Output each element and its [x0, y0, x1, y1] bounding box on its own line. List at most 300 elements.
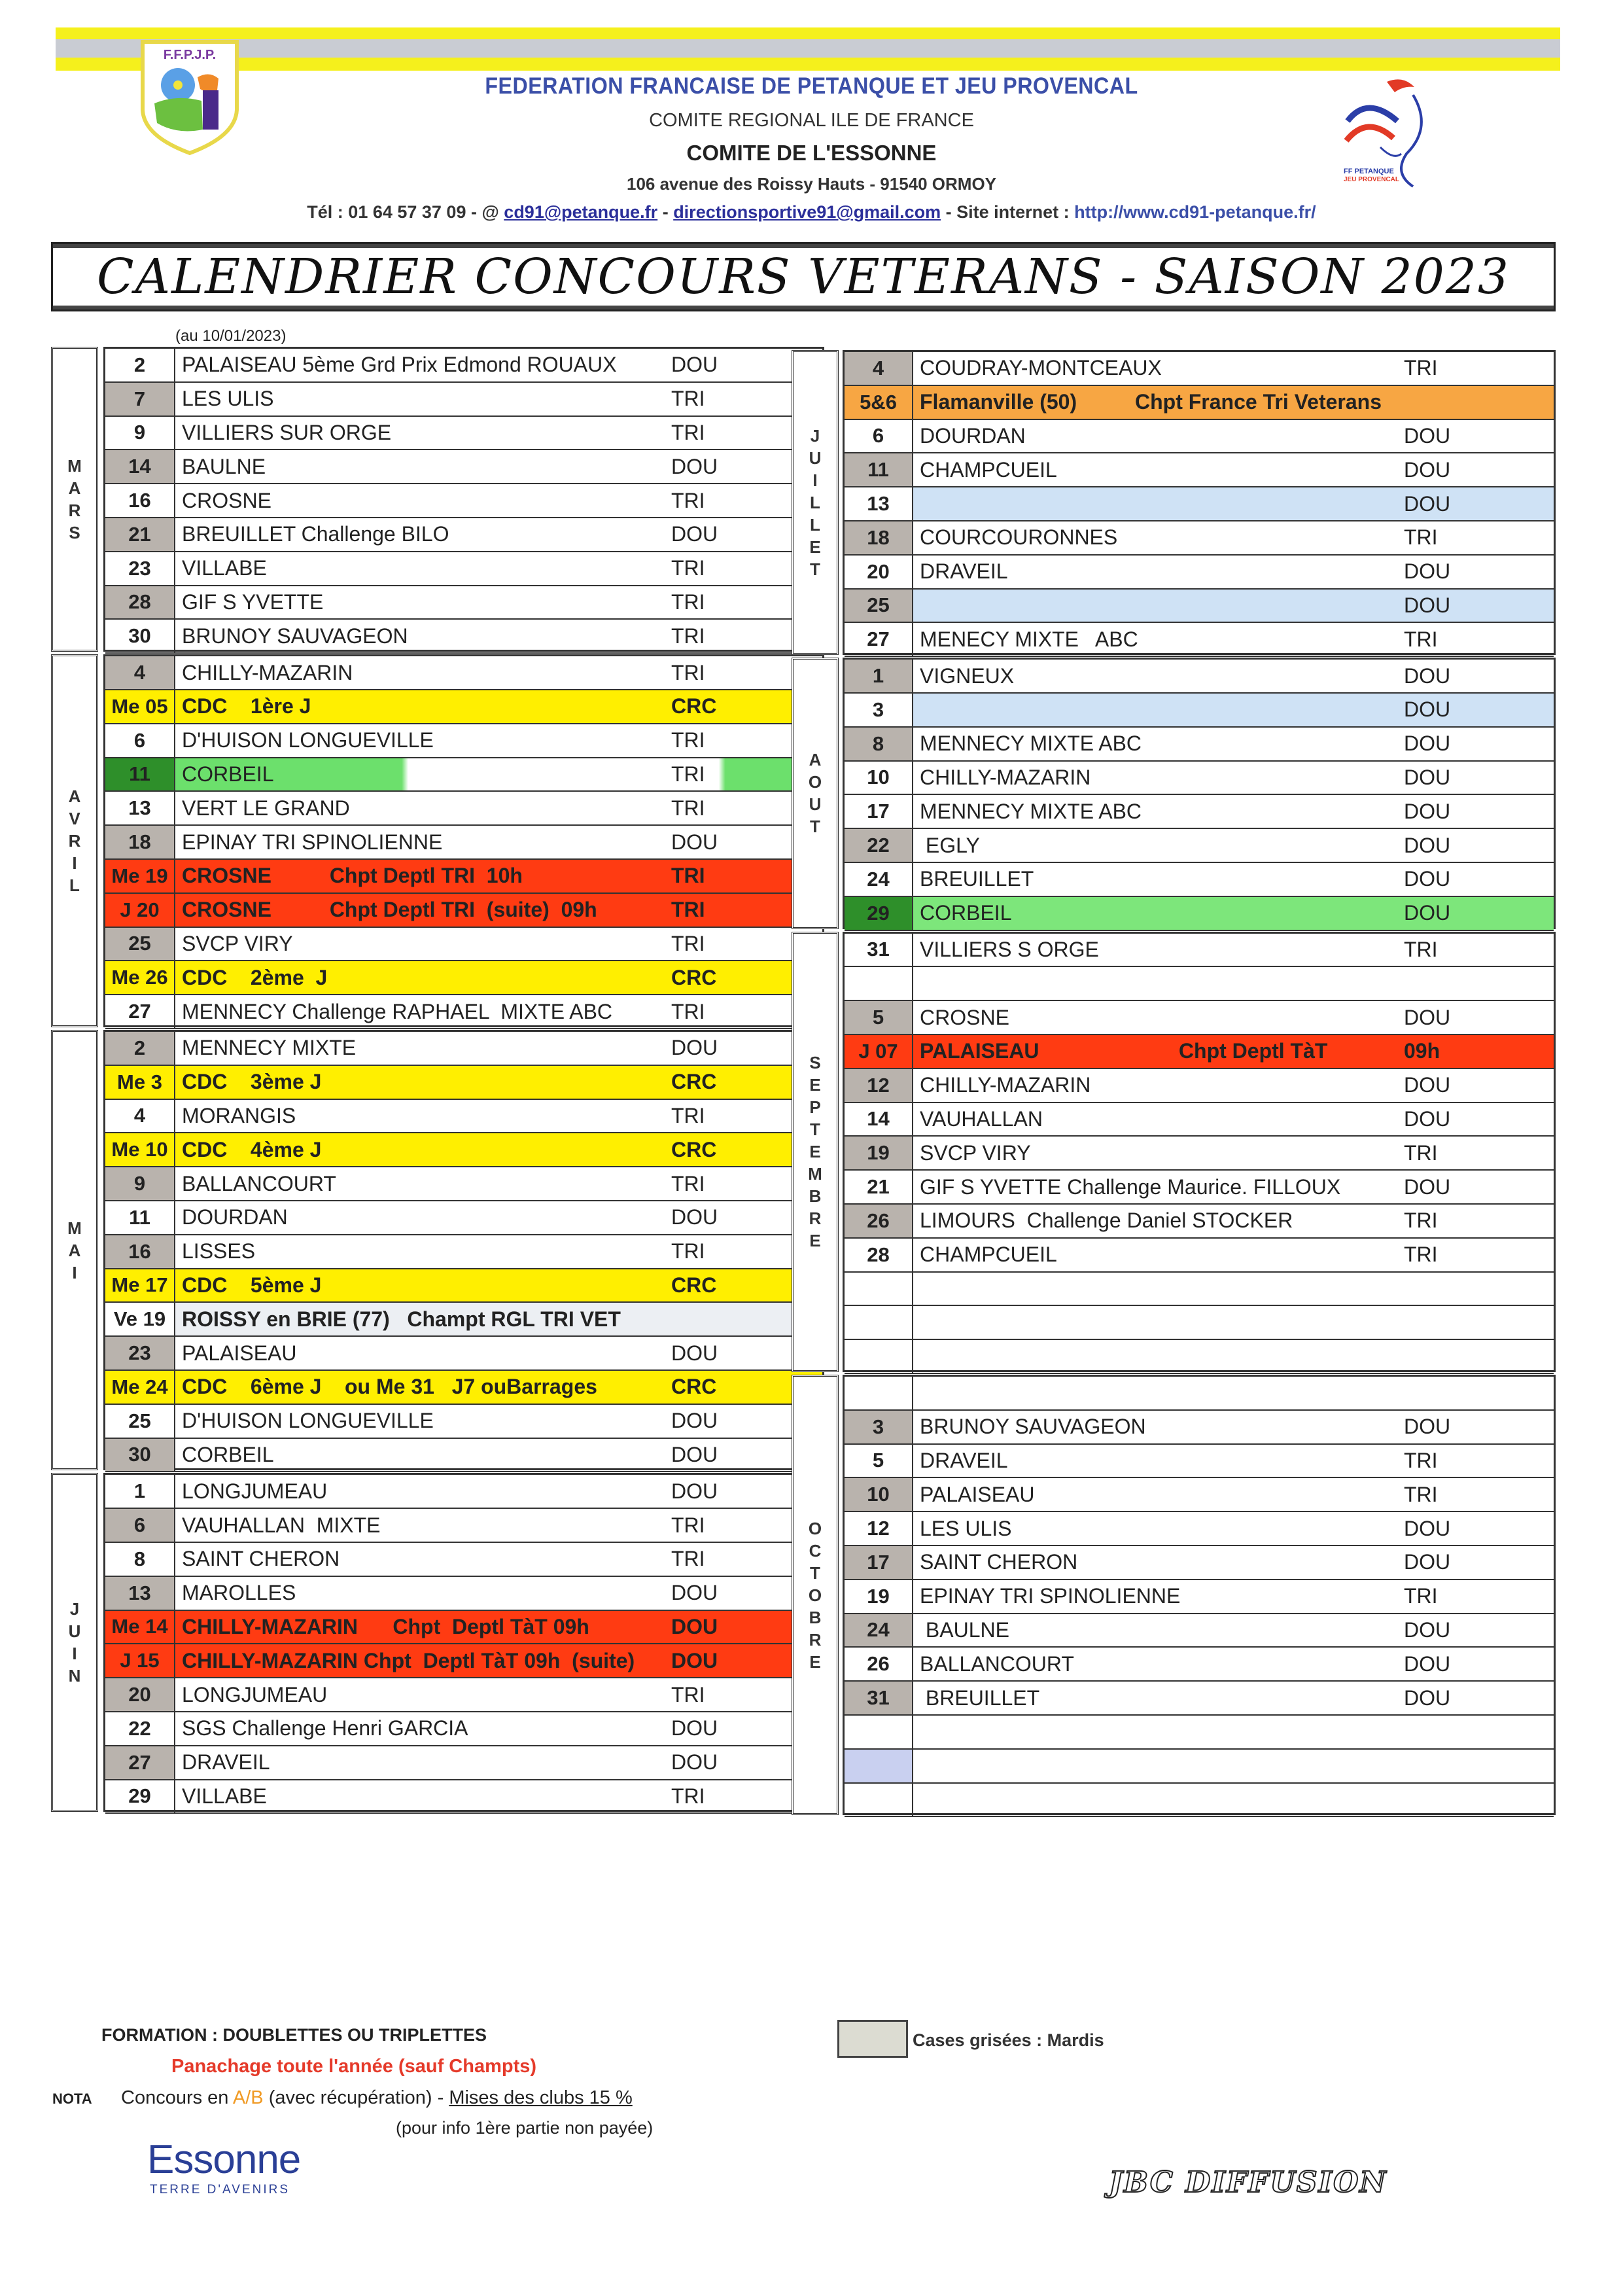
month-letter: A [809, 750, 822, 770]
event-day: 4 [845, 352, 913, 385]
event-name: PALAISEAU 5ème Grd Prix Edmond ROUAUX [182, 353, 617, 377]
essonne-wordmark: Essonne [147, 2137, 301, 2182]
event-name: CROSNE Chpt Deptl TRI 10h [182, 864, 523, 888]
month-rows [843, 1375, 1556, 1815]
event-day: Me 24 [105, 1371, 175, 1404]
event-format: DOU [1404, 457, 1451, 482]
month-label [792, 932, 839, 1372]
event-format: TRI [671, 624, 705, 648]
month-label [792, 350, 839, 655]
event-format: DOU [1404, 1174, 1451, 1199]
event-format: DOU [1404, 1073, 1451, 1097]
month-letter: T [810, 817, 820, 837]
event-name: CDC 1ère J [182, 694, 311, 718]
event-format: CRC [671, 1375, 717, 1399]
committee-address: 106 avenue des Roissy Hauts - 91540 ORMOY [626, 174, 997, 194]
event-format: TRI [671, 796, 705, 820]
month-letter: U [809, 794, 822, 815]
event-format: DOU [1404, 1005, 1451, 1029]
event-day: 30 [105, 1439, 175, 1472]
month-letter: T [810, 559, 820, 580]
event-name: CDC 6ème J ou Me 31 J7 ouBarrages [182, 1375, 597, 1399]
email-link-cd91[interactable]: cd91@petanque.fr [504, 202, 658, 222]
event-day [845, 1340, 913, 1373]
event-day: 9 [105, 1167, 175, 1200]
event-cell [175, 792, 822, 824]
event-cell [913, 1137, 1554, 1169]
month-letter: I [72, 1644, 77, 1664]
event-day: 25 [105, 928, 175, 961]
event-row [845, 1478, 1554, 1512]
event-format: TRI [671, 387, 705, 411]
event-format: CRC [671, 965, 717, 989]
event-name: LONGJUMEAU [182, 1479, 328, 1503]
event-format: TRI [671, 660, 705, 684]
event-day: 20 [845, 556, 913, 588]
event-format: DOU [1404, 663, 1451, 688]
event-cell [913, 1340, 1554, 1373]
event-cell [175, 1475, 822, 1508]
event-name: LISSES [182, 1239, 256, 1263]
event-day: 7 [105, 383, 175, 415]
event-cell [175, 1235, 822, 1268]
event-row [845, 487, 1554, 521]
event-row [105, 383, 822, 417]
event-day: 9 [105, 417, 175, 450]
event-format: DOU [671, 1341, 718, 1365]
event-cell [913, 1103, 1554, 1136]
event-day: 23 [105, 552, 175, 585]
event-row [105, 928, 822, 962]
svg-text:JEU PROVENCAL: JEU PROVENCAL [1344, 176, 1400, 183]
event-name: GIF S YVETTE [182, 590, 324, 614]
concours-prefix: Concours en [121, 2087, 233, 2108]
event-name: MENNECY MIXTE [182, 1036, 357, 1060]
website-link[interactable]: http://www.cd91-petanque.fr/ [1074, 202, 1316, 222]
event-row [105, 349, 822, 383]
event-day [845, 1377, 913, 1409]
event-row [105, 724, 822, 758]
event-row [105, 586, 822, 620]
event-format: TRI [671, 1513, 705, 1537]
event-row [845, 934, 1554, 968]
event-cell [175, 656, 822, 689]
event-day: 29 [845, 897, 913, 930]
month-letter: M [67, 1218, 82, 1238]
event-cell [913, 1239, 1554, 1271]
month-letter: E [809, 537, 821, 557]
event-row [845, 829, 1554, 863]
month-letter: B [809, 1607, 822, 1627]
formation-note: FORMATION : DOUBLETTES OU TRIPLETTES [101, 2025, 487, 2045]
event-name: LES ULIS [920, 1516, 1012, 1540]
event-format: TRI [1404, 1448, 1438, 1472]
event-format: DOU [1404, 1550, 1451, 1574]
month-letter: E [809, 1651, 821, 1672]
event-cell [175, 860, 822, 892]
event-cell [913, 1411, 1554, 1443]
event-format: 09h [1404, 1039, 1440, 1063]
event-cell [175, 1611, 822, 1644]
event-name: BRUNOY SAUVAGEON [920, 1415, 1146, 1439]
event-row [845, 1171, 1554, 1205]
event-name: VILLIERS S ORGE [920, 937, 1099, 961]
event-name: CHILLY-MAZARIN [182, 660, 353, 684]
event-day [845, 1750, 913, 1782]
event-cell [913, 829, 1554, 862]
tuesday-legend-swatch [837, 2020, 908, 2058]
event-cell [175, 1032, 822, 1065]
month-letter: U [809, 448, 822, 468]
month-letter: L [69, 875, 80, 896]
event-cell [913, 1069, 1554, 1102]
event-row [105, 656, 822, 690]
event-cell [913, 1377, 1554, 1409]
event-format: TRI [671, 420, 705, 444]
event-cell [913, 1445, 1554, 1477]
month-letter: J [810, 426, 820, 446]
event-format: DOU [671, 1581, 718, 1605]
event-name: BAULNE [182, 454, 266, 478]
event-cell [913, 1546, 1554, 1579]
event-name: BALLANCOURT [920, 1651, 1074, 1676]
event-day: J 15 [105, 1644, 175, 1677]
event-day: 3 [845, 694, 913, 726]
event-day: Me 05 [105, 690, 175, 723]
event-name: COUDRAY-MONTCEAUX [920, 356, 1162, 380]
event-cell [913, 623, 1554, 656]
logo-text: F.F.P.J.P. [163, 48, 217, 62]
essonne-tagline: TERRE D'AVENIRS [150, 2183, 290, 2197]
event-day: 5 [845, 1445, 913, 1477]
event-name: LONGJUMEAU [182, 1682, 328, 1706]
month-label [51, 347, 98, 652]
event-name: DRAVEIL [182, 1750, 270, 1775]
event-day: 14 [105, 450, 175, 483]
event-day: 31 [845, 1682, 913, 1714]
event-format: TRI [671, 1547, 705, 1571]
event-name: EPINAY TRI SPINOLIENNE [920, 1584, 1181, 1608]
event-cell [913, 556, 1554, 588]
event-cell [175, 1066, 822, 1099]
event-format: TRI [671, 728, 705, 752]
event-cell [175, 1269, 822, 1302]
event-format: TRI [1404, 525, 1438, 550]
event-name: BALLANCOURT [182, 1171, 336, 1195]
event-format: DOU [671, 454, 718, 478]
event-cell [175, 1543, 822, 1576]
event-name: CROSNE Chpt Deptl TRI (suite) 09h [182, 898, 597, 922]
event-row [845, 1035, 1554, 1069]
event-name: CROSNE [920, 1005, 1009, 1029]
event-row [105, 1167, 822, 1201]
event-day: 27 [105, 995, 175, 1028]
month-label [51, 654, 98, 1027]
event-name: SGS Challenge Henri GARCIA [182, 1716, 468, 1740]
event-name: MENNECY MIXTE ABC [920, 732, 1142, 756]
essonne-logo [147, 2136, 300, 2197]
event-cell [175, 1405, 822, 1438]
month-label [51, 1473, 98, 1812]
tuesday-legend-text: Cases grisées : Mardis [913, 2030, 1104, 2050]
event-day [845, 1306, 913, 1339]
event-name: VERT LE GRAND [182, 796, 350, 820]
month-letter: I [72, 1262, 77, 1282]
event-day: 10 [845, 1478, 913, 1511]
header-band-yellow-top [56, 27, 1560, 39]
event-day: 18 [845, 521, 913, 554]
event-format: DOU [671, 1479, 718, 1503]
event-name: VILLABE [182, 556, 267, 580]
event-cell [175, 1678, 822, 1711]
month-letter: A [68, 786, 81, 807]
event-day: 22 [845, 829, 913, 862]
concours-note [121, 2087, 633, 2109]
event-row [845, 1546, 1554, 1580]
event-cell [175, 1746, 822, 1779]
event-row [105, 792, 822, 826]
event-name: CHAMPCUEIL [920, 1243, 1057, 1267]
event-cell [175, 1303, 822, 1335]
event-row [845, 694, 1554, 728]
event-row [105, 1371, 822, 1405]
event-name: SVCP VIRY [920, 1140, 1031, 1165]
event-row [845, 762, 1554, 796]
event-cell [175, 1439, 822, 1472]
event-format: DOU [671, 1205, 718, 1229]
nota-label: NOTA [52, 2091, 92, 2107]
jbc-diffusion-mark: JBC DIFFUSION [1109, 2166, 1387, 2199]
event-row [105, 1235, 822, 1269]
event-row [845, 590, 1554, 624]
event-format: TRI [671, 931, 705, 955]
event-cell [913, 863, 1554, 896]
event-row [105, 1066, 822, 1100]
event-day: 1 [105, 1475, 175, 1508]
event-day: 1 [845, 660, 913, 692]
event-row [845, 1648, 1554, 1682]
month-letter: T [810, 1563, 820, 1583]
event-row [105, 894, 822, 928]
event-day: 6 [105, 1509, 175, 1542]
event-format: DOU [1404, 732, 1451, 756]
month-letter: I [812, 470, 818, 491]
month-letter: J [69, 1599, 80, 1619]
month-letter: E [809, 1142, 821, 1162]
event-day: Me 26 [105, 961, 175, 994]
month-letter: M [67, 456, 82, 476]
event-row [105, 1303, 822, 1337]
month-letter: V [69, 809, 80, 829]
event-name: CORBEIL [920, 901, 1012, 925]
event-name: CHAMPCUEIL [920, 457, 1057, 482]
event-cell [913, 897, 1554, 930]
event-name: D'HUISON LONGUEVILLE [182, 1409, 434, 1433]
event-row [105, 826, 822, 860]
event-day: 19 [845, 1137, 913, 1169]
event-cell [175, 518, 822, 551]
event-day: 13 [105, 1577, 175, 1610]
event-row [105, 1746, 822, 1780]
event-format: TRI [671, 488, 705, 512]
event-format: TRI [1404, 1243, 1438, 1267]
event-day: J 20 [105, 894, 175, 927]
event-row [845, 1306, 1554, 1340]
month-letter: I [72, 853, 77, 874]
concours-mid: (avec récupération) - [263, 2087, 449, 2108]
event-format: TRI [1404, 627, 1438, 651]
event-row [845, 897, 1554, 931]
event-name: DOURDAN [920, 423, 1026, 448]
month-letter: R [68, 831, 81, 851]
month-label [792, 658, 839, 928]
event-row [845, 1137, 1554, 1171]
month-letter: E [809, 1231, 821, 1251]
contact-separator: - [657, 202, 674, 222]
event-row [845, 1445, 1554, 1479]
event-row [845, 386, 1554, 420]
event-name: CDC 3ème J [182, 1070, 322, 1094]
event-row [845, 1340, 1554, 1374]
event-day: 25 [105, 1405, 175, 1438]
event-day: 11 [105, 758, 175, 791]
event-day: 19 [845, 1580, 913, 1613]
site-label: - Site internet : [941, 202, 1075, 222]
event-format: TRI [671, 999, 705, 1023]
event-row [845, 1784, 1554, 1818]
event-name: CHILLY-MAZARIN [920, 1073, 1091, 1097]
event-cell [913, 1512, 1554, 1545]
event-day: 5 [845, 1001, 913, 1034]
event-row [845, 795, 1554, 829]
event-format: DOU [1404, 901, 1451, 925]
event-format: TRI [671, 1171, 705, 1195]
event-row [105, 1405, 822, 1439]
event-row [105, 1509, 822, 1543]
event-cell [913, 660, 1554, 692]
event-row [105, 1577, 822, 1611]
event-row [845, 1069, 1554, 1103]
event-name: VAUHALLAN MIXTE [182, 1513, 381, 1537]
event-format: DOU [1404, 423, 1451, 448]
event-cell [175, 552, 822, 585]
event-row [845, 623, 1554, 657]
svg-text:FF PETANQUE: FF PETANQUE [1344, 168, 1394, 175]
event-name: DOURDAN [182, 1205, 288, 1229]
event-row [845, 420, 1554, 454]
event-name: MENNECY Challenge RAPHAEL MIXTE ABC [182, 999, 613, 1023]
event-name: MAROLLES [182, 1581, 296, 1605]
event-format: DOU [671, 1614, 718, 1638]
month-letter: E [809, 1075, 821, 1095]
event-row [105, 1543, 822, 1577]
committee-name: COMITE DE L'ESSONNE [686, 141, 937, 165]
event-row [845, 1239, 1554, 1273]
event-format: CRC [671, 1070, 717, 1094]
event-name: Flamanville (50) Chpt France Tri Veterans [920, 390, 1382, 414]
event-cell [175, 928, 822, 961]
event-name: EPINAY TRI SPINOLIENNE [182, 830, 443, 854]
event-day: 29 [105, 1780, 175, 1813]
event-day: Me 10 [105, 1133, 175, 1166]
event-name: LES ULIS [182, 387, 274, 411]
month-rows [103, 1473, 824, 1812]
event-row [105, 995, 822, 1029]
event-format: DOU [1404, 698, 1451, 722]
event-cell [175, 690, 822, 723]
header-band-yellow-bottom [56, 58, 1560, 71]
event-name: BREUILLET [920, 867, 1034, 891]
event-day: 4 [105, 1100, 175, 1133]
event-cell [913, 694, 1554, 726]
event-format: TRI [671, 762, 705, 786]
event-cell [913, 1306, 1554, 1339]
event-cell [913, 1682, 1554, 1714]
event-cell [175, 1201, 822, 1234]
event-row [845, 1682, 1554, 1716]
month-rows [103, 347, 824, 652]
event-cell [175, 383, 822, 415]
event-name: CHILLY-MAZARIN Chpt Deptl TàT 09h (suite) [182, 1648, 635, 1672]
month-letter: T [810, 1120, 820, 1140]
event-cell [175, 1167, 822, 1200]
event-format: DOU [671, 1750, 718, 1775]
event-day: 5&6 [845, 386, 913, 419]
event-name: SAINT CHERON [182, 1547, 340, 1571]
event-day: 14 [845, 1103, 913, 1136]
event-cell [175, 961, 822, 994]
event-row [105, 690, 822, 724]
event-row [105, 1475, 822, 1509]
event-cell [175, 826, 822, 858]
event-name: SVCP VIRY [182, 931, 293, 955]
event-format: DOU [671, 353, 718, 377]
event-row [845, 1580, 1554, 1614]
event-cell [913, 1614, 1554, 1647]
event-day: 21 [105, 518, 175, 551]
event-cell [913, 386, 1554, 419]
event-format: DOU [1404, 1516, 1451, 1540]
event-day [845, 967, 913, 1000]
event-day: 12 [845, 1069, 913, 1102]
event-format: TRI [671, 898, 705, 922]
event-name: BREUILLET Challenge BILO [182, 522, 449, 546]
event-cell [913, 487, 1554, 520]
month-rows [103, 1030, 824, 1470]
event-cell [175, 620, 822, 652]
event-name: CHILLY-MAZARIN Chpt Deptl TàT 09h [182, 1614, 589, 1638]
event-format: DOU [1404, 1106, 1451, 1131]
event-day: 24 [845, 1614, 913, 1647]
calendar-title-box [51, 242, 1556, 311]
event-name: PALAISEAU [182, 1341, 297, 1365]
email-link-direction[interactable]: directionsportive91@gmail.com [673, 202, 941, 222]
event-day: 10 [845, 762, 913, 794]
event-row [105, 860, 822, 894]
event-cell [913, 1205, 1554, 1237]
federation-name: FEDERATION FRANCAISE DE PETANQUE ET JEU PROVENCAL [485, 73, 1138, 99]
event-day: J 07 [845, 1035, 913, 1068]
event-day: 18 [105, 826, 175, 858]
event-cell [913, 762, 1554, 794]
event-row [105, 552, 822, 586]
event-format: CRC [671, 694, 717, 718]
event-format: DOU [671, 1648, 718, 1672]
event-day: 8 [105, 1543, 175, 1576]
event-row [105, 484, 822, 518]
event-format: TRI [671, 556, 705, 580]
event-format: DOU [1404, 593, 1451, 617]
